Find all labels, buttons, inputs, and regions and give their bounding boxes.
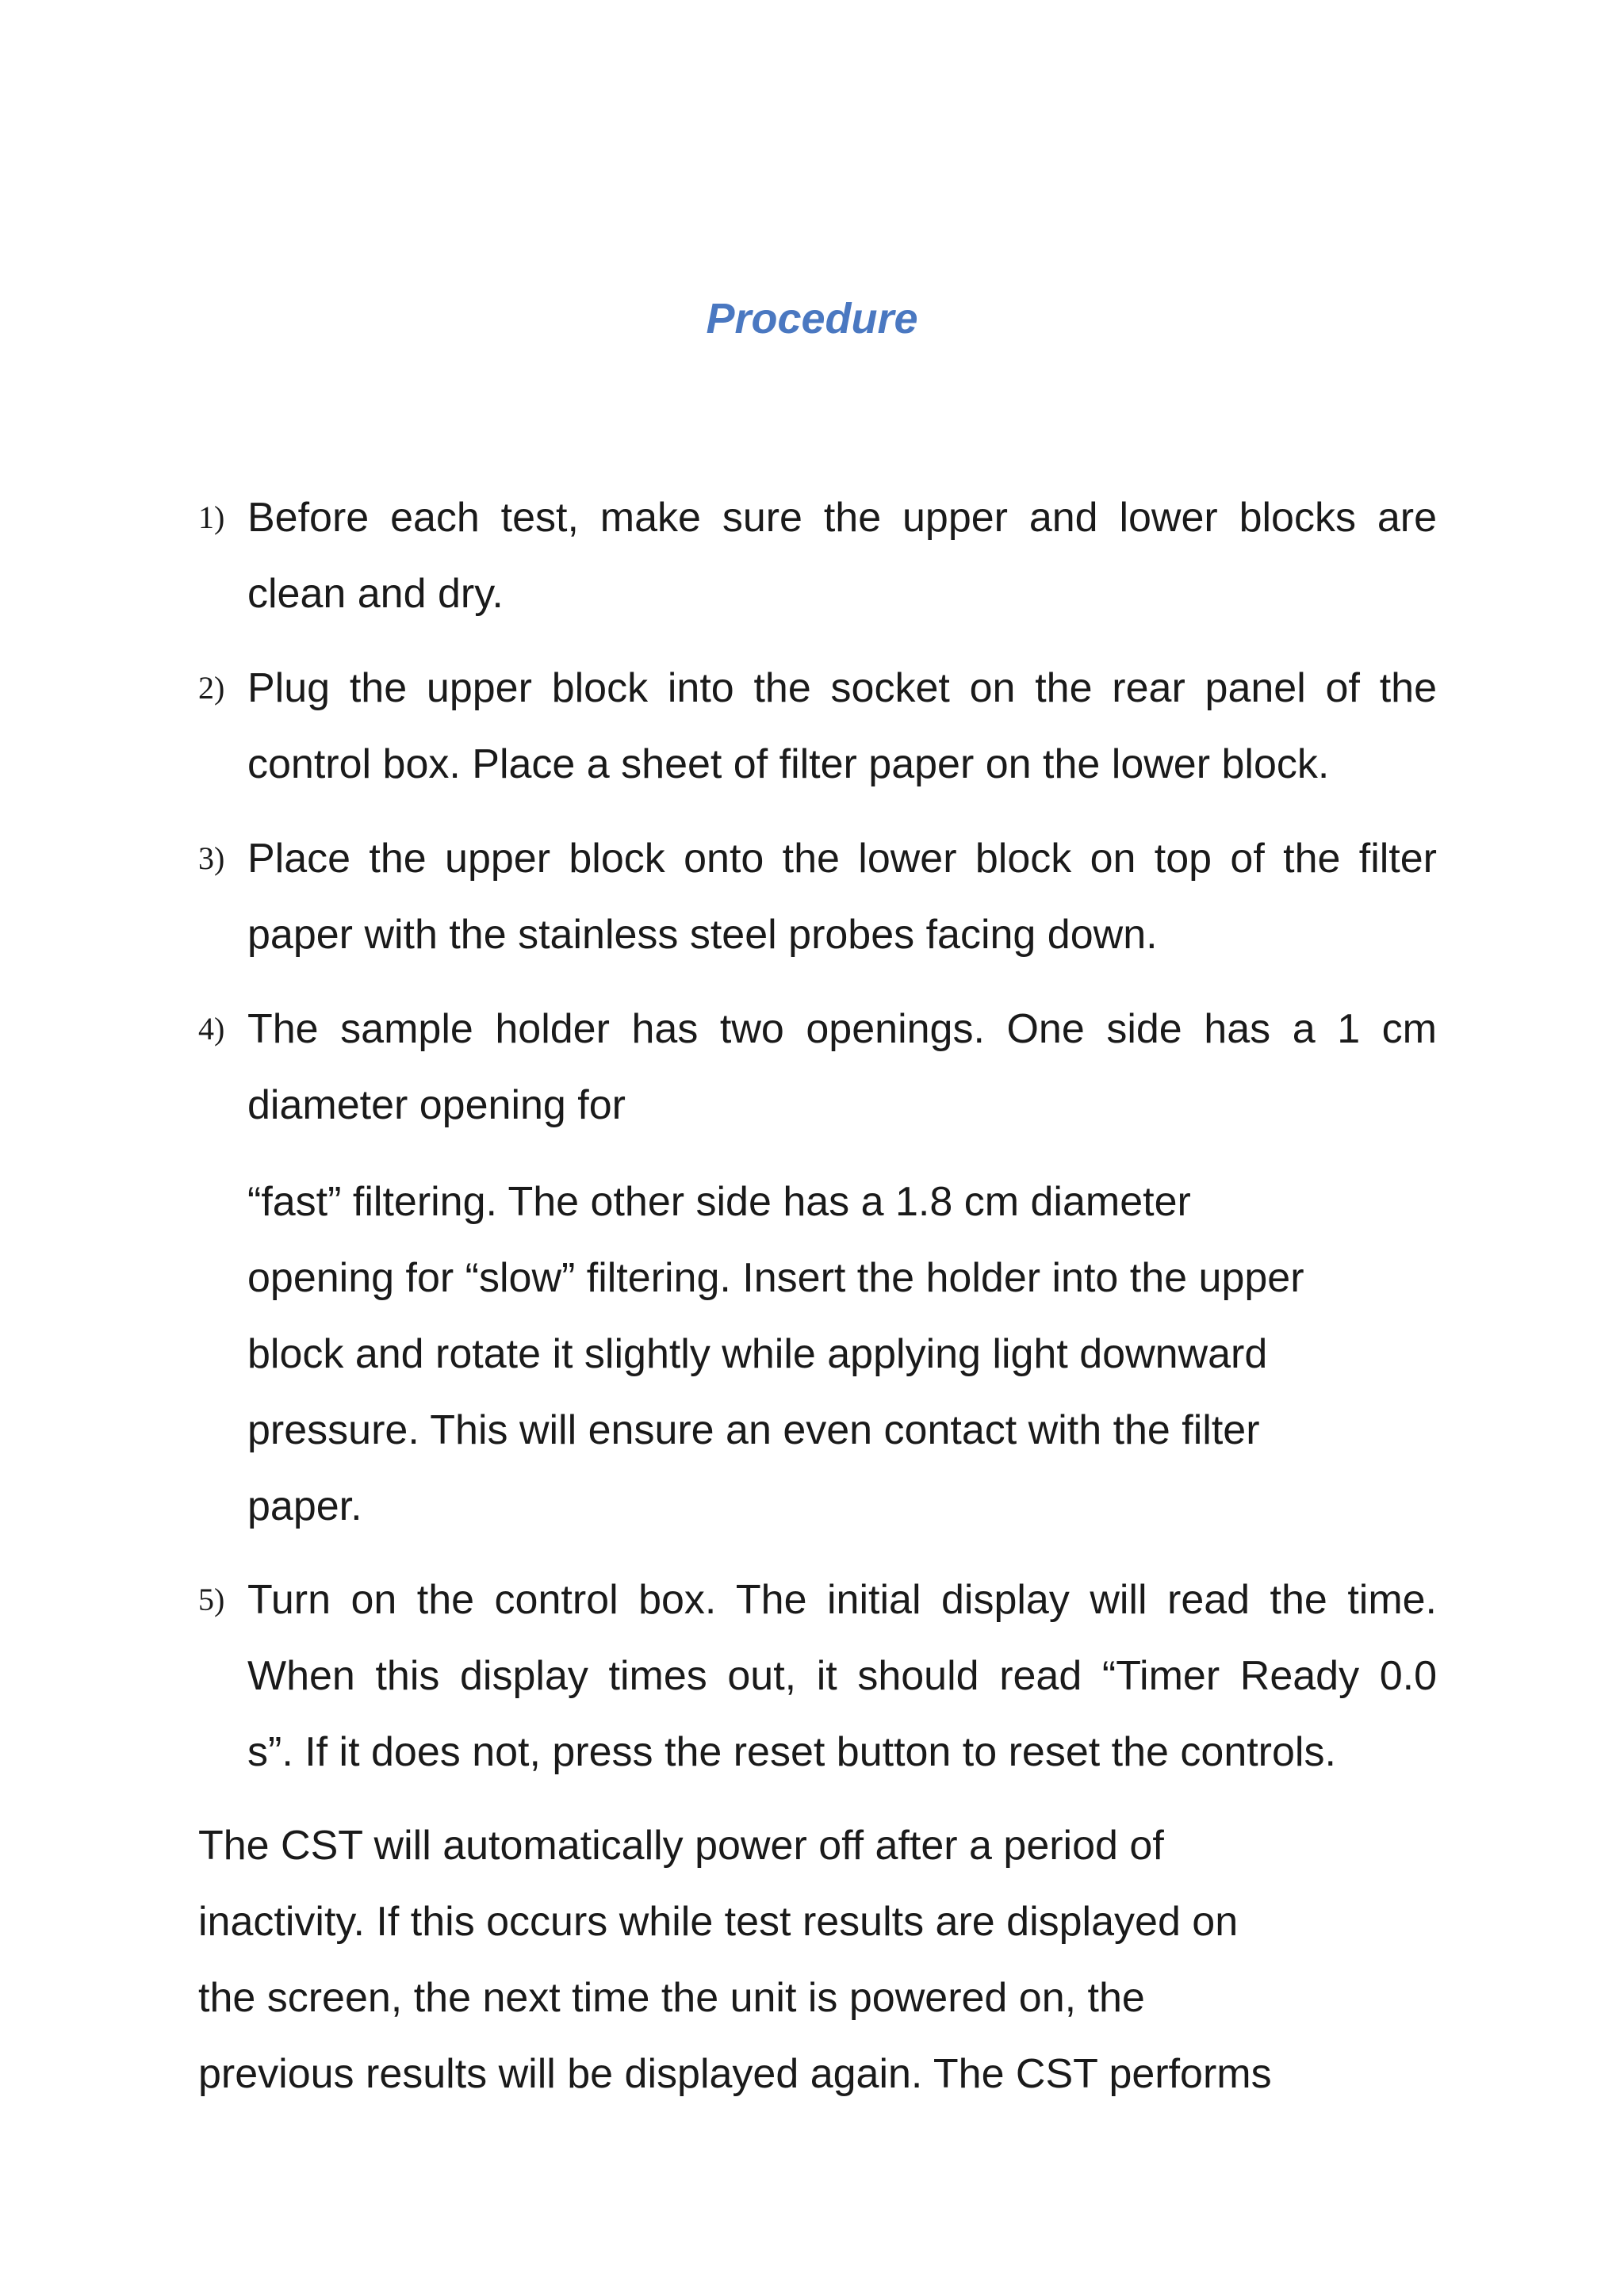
list-item-text bbox=[247, 991, 1437, 1143]
note-paragraph bbox=[198, 1808, 1435, 2112]
list-item-number: 2) bbox=[198, 670, 225, 706]
text-line: paper. bbox=[247, 1483, 362, 1529]
page-title: Procedure bbox=[706, 295, 918, 342]
list-item-number: 3) bbox=[198, 840, 225, 876]
text-line: Place the upper block onto the lower block on top of the filter bbox=[247, 836, 1437, 882]
text-line: Plug the upper block into the socket on the rear panel of the bbox=[247, 665, 1437, 711]
text-line: Before each test, make sure the upper and lower blocks are bbox=[247, 495, 1437, 541]
text-line: control box. Place a sheet of filter paper on the lower block. bbox=[247, 741, 1330, 787]
list-item-number: 5) bbox=[198, 1582, 225, 1617]
text-line: inactivity. If this occurs while test results are displayed on bbox=[198, 1899, 1239, 1945]
text-line: pressure. This will ensure an even contact with the filter bbox=[247, 1407, 1260, 1453]
text-line: paper with the stainless steel probes facing down. bbox=[247, 912, 1158, 958]
text-line: block and rotate it slightly while applying light downward bbox=[247, 1331, 1268, 1377]
text-line: previous results will be displayed again. The CST performs bbox=[198, 2051, 1272, 2097]
text-line: the screen, the next time the unit is powered on, the bbox=[198, 1975, 1145, 2021]
list-item-text bbox=[247, 650, 1437, 802]
text-line: The sample holder has two openings. One side has a 1 cm bbox=[247, 1006, 1437, 1052]
text-line: When this display times out, it should read “Timer Ready 0.0 bbox=[247, 1653, 1437, 1699]
text-line: clean and dry. bbox=[247, 571, 504, 617]
list-item-text bbox=[247, 821, 1437, 973]
text-line: “fast” filtering. The other side has a 1.8 cm diameter bbox=[247, 1179, 1191, 1225]
list-item-number: 1) bbox=[198, 499, 225, 535]
text-line: Turn on the control box. The initial display will read the time. bbox=[247, 1577, 1437, 1623]
text-line: The CST will automatically power off after a period of bbox=[198, 1823, 1164, 1869]
list-item-text bbox=[247, 480, 1437, 632]
list-item-continuation bbox=[247, 1164, 1389, 1544]
text-line: opening for “slow” filtering. Insert the holder into the upper bbox=[247, 1255, 1304, 1301]
text-line: diameter opening for bbox=[247, 1082, 626, 1128]
list-item-text bbox=[247, 1562, 1437, 1790]
text-line: s”. If it does not, press the reset button to reset the controls. bbox=[247, 1729, 1336, 1775]
list-item-number: 4) bbox=[198, 1011, 225, 1047]
